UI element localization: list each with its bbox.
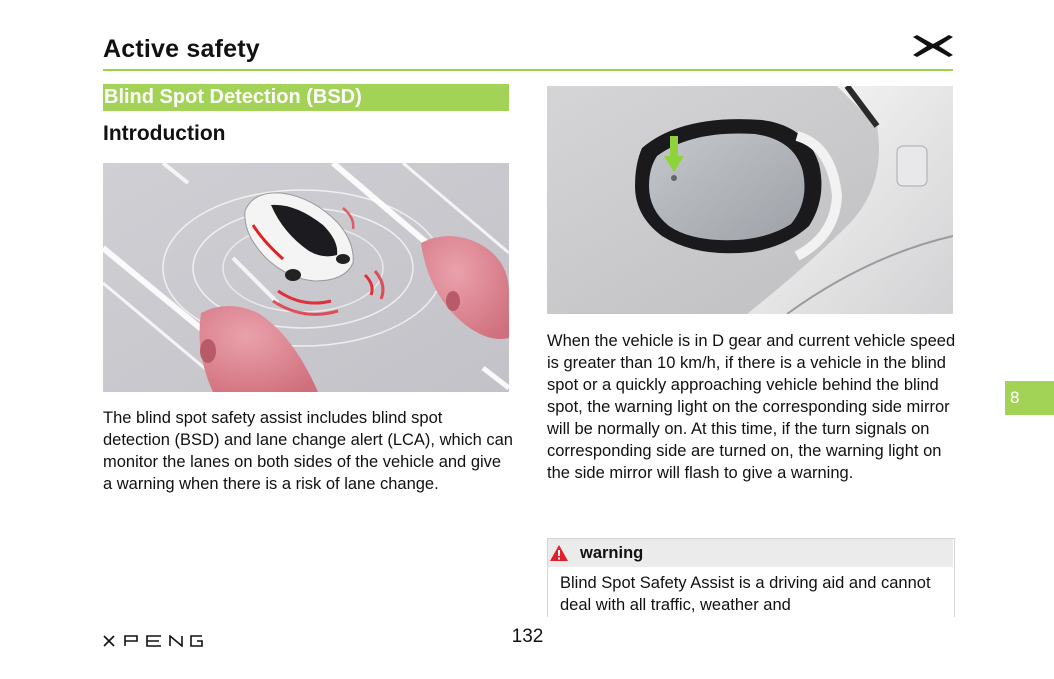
warning-text: Blind Spot Safety Assist is a driving aid and cannot deal with all traffic, weather and bbox=[560, 574, 931, 614]
xpeng-x-logo-icon bbox=[912, 34, 954, 58]
blind-spot-detection-illustration bbox=[103, 163, 509, 392]
side-mirror-warning-light-photo bbox=[547, 86, 953, 314]
xpeng-wordmark-logo bbox=[103, 635, 203, 647]
header-divider bbox=[103, 69, 953, 71]
section-title: Blind Spot Detection (BSD) bbox=[104, 86, 362, 108]
warning-label: warning bbox=[580, 544, 644, 562]
detail-paragraph: When the vehicle is in D gear and current vehicle speed is greater than 10 km/h, if there is a vehicle in the blind spot or a quickly approaching vehicle behind the blind spot, the warning light on the corresponding side mirror will be normally on. At this time, if the turn signals on corresponding side are turned on, the warning light on the side mirror will flash to give a warning. bbox=[547, 332, 956, 482]
chapter-number: 8 bbox=[1010, 388, 1020, 407]
page-title: Active safety bbox=[103, 35, 260, 63]
warning-triangle-icon bbox=[549, 544, 569, 562]
page-bottom-mask bbox=[540, 617, 960, 679]
page-number: 132 bbox=[511, 626, 544, 647]
intro-paragraph: The blind spot safety assist includes blind spot detection (BSD) and lane change alert (LCA), which can monitor the lanes on both sides of the vehicle and give a warning when there is a risk of lane change. bbox=[103, 409, 513, 493]
subheading-introduction: Introduction bbox=[103, 122, 226, 145]
